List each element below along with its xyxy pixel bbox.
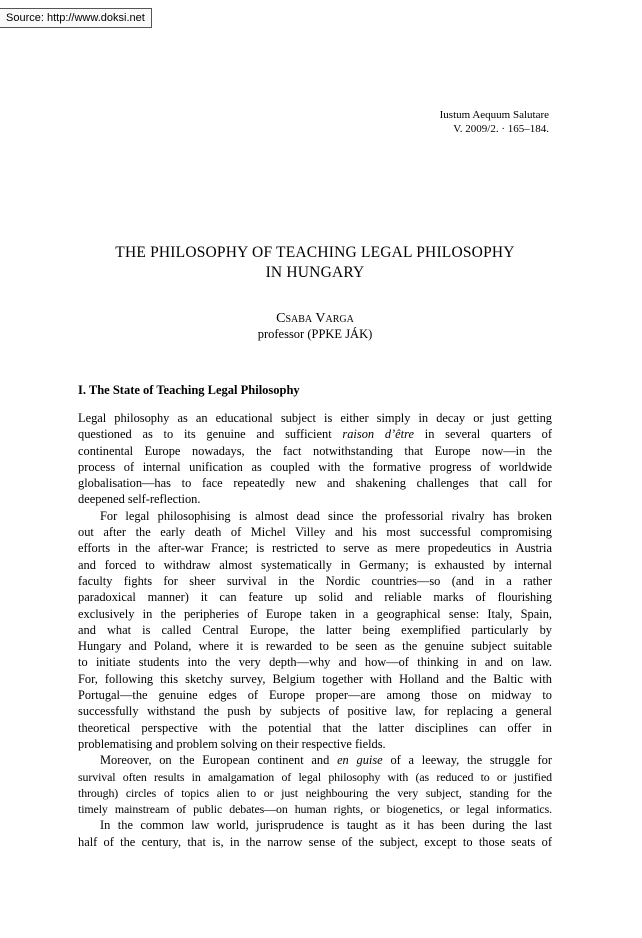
text-line: process of internal unification as coupled with the formative progress of worldwide bbox=[78, 459, 552, 474]
journal-name: Iustum Aequum Salutare bbox=[439, 109, 549, 121]
article-title bbox=[60, 243, 570, 282]
journal-issue: V. 2009/2. · 165–184. bbox=[453, 123, 549, 135]
author-name: Csaba Varga bbox=[276, 311, 354, 326]
text-line: deepened self-reflection. bbox=[78, 492, 201, 507]
source-label: Source: http://www.doksi.net bbox=[0, 8, 152, 28]
title-line-2: IN HUNGARY bbox=[265, 263, 365, 281]
text-line: successfully withstand the push by subjects of positive law, for replacing a general bbox=[78, 704, 552, 719]
paragraph-3 bbox=[78, 752, 552, 817]
text-line: to initiate students into the very depth—why and how—of thinking in and on law. bbox=[78, 655, 552, 670]
paragraph-4 bbox=[78, 817, 552, 850]
text-line: globalisation—has to face repeatedly new and shakening challenges that call for bbox=[78, 476, 552, 491]
text-line: questioned as to its genuine and sufficient raison d’être in several quarters of bbox=[78, 427, 553, 442]
text-line: faculty fights for sheer survival in the Nordic countries—so (and in a rather bbox=[78, 573, 552, 588]
text-line: and forced to withdraw almost systematically in Germany; is exhausted by internal bbox=[78, 557, 552, 572]
text-line: survival often results in amalgamation of legal philosophy with (as reduced to or justified bbox=[78, 769, 552, 784]
text-line: For legal philosophising is almost dead since the professorial rivalry has broken bbox=[100, 508, 552, 523]
text-line: continental Europe nowadays, the fact notwithstanding that Europe now—in the bbox=[78, 443, 552, 458]
text-line: half of the century, that is, in the narrow sense of the subject, except to those seats of bbox=[78, 834, 552, 849]
author-affiliation: professor (PPKE JÁK) bbox=[257, 327, 373, 341]
title-line-1: THE PHILOSOPHY OF TEACHING LEGAL PHILOSOPHY bbox=[115, 244, 515, 261]
text-line: paradoxical manner) it can feature up solid and reliable marks of flourishing bbox=[78, 590, 552, 605]
body-text bbox=[78, 410, 552, 850]
text-line: timely mainstream of public debates—on human rights, or biogenetics, or legal informatics. bbox=[78, 802, 552, 817]
text-line: and what is called Central Europe, the latter being exemplified particularly by bbox=[78, 622, 552, 637]
paragraph-1 bbox=[78, 410, 552, 508]
text-line: Portugal—the genuine edges of Europe proper—are among those on midway to bbox=[78, 688, 552, 703]
text-line: Moreover, on the European continent and en guise of a leeway, the struggle for bbox=[100, 753, 552, 768]
text-line: through) circles of topics alien to or just neighbouring the very subject, standing for the bbox=[78, 785, 552, 800]
text-line: out after the early death of Michel Villey and his most successful compromising bbox=[78, 525, 552, 540]
text-line: exclusively in the peripheries of Europe taken in a geographical sense: Italy, Spain, bbox=[78, 606, 552, 621]
journal-reference bbox=[440, 108, 549, 136]
text-line: Hungary and Poland, where it is rewarded to be seen as the genuine subject suitable bbox=[78, 639, 552, 654]
text-line: For, following this sketchy survey, Belgium together with Holland and the Baltic with bbox=[78, 671, 552, 686]
text-line: In the common law world, jurisprudence is taught as it has been during the last bbox=[100, 818, 552, 833]
text-line: efforts in the after-war France; is restricted to serve as mere propedeutics in Austria bbox=[78, 541, 552, 556]
text-line: Legal philosophy as an educational subject is either simply in decay or just getting bbox=[78, 411, 552, 425]
text-line: problematising and problem solving on their respective fields. bbox=[78, 736, 386, 751]
section-heading: I. The State of Teaching Legal Philosophy bbox=[78, 383, 300, 397]
text-line: theoretical perspective with the potential that the latter disciplines can offer in bbox=[78, 720, 552, 735]
paragraph-2 bbox=[78, 508, 552, 752]
